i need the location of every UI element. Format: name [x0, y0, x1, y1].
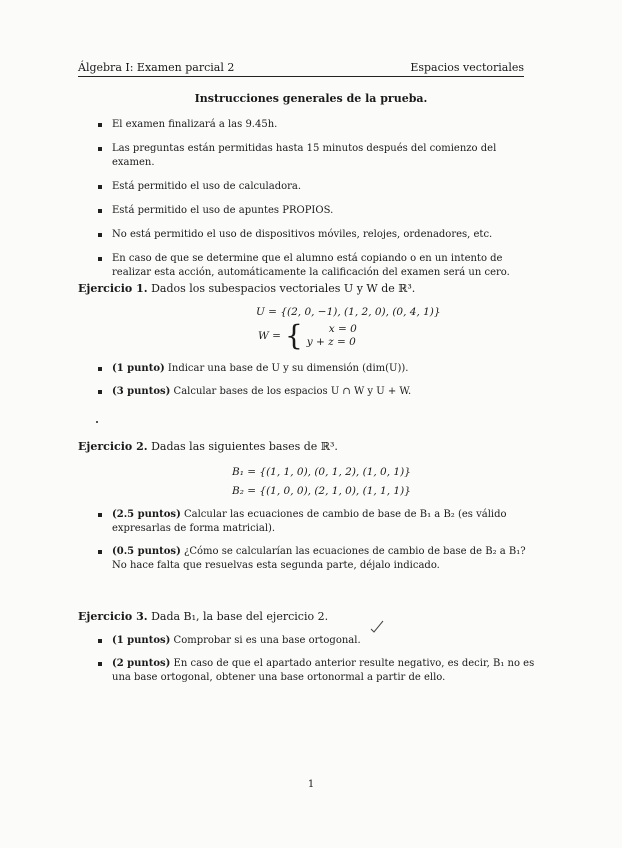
instruction-item: Está permitido el uso de apuntes PROPIOS.	[96, 204, 536, 218]
bullet-icon	[98, 257, 102, 261]
instruction-item: En caso de que se determine que el alumno está copiando o en un intento de realizar esta acción, automáticamente la calificación del examen será un cero.	[96, 252, 536, 280]
w-equation-1: x = 0	[328, 323, 357, 335]
exercise-2-b1-basis: B₁ = {(1, 1, 0), (0, 1, 2), (1, 0, 1)}	[232, 466, 411, 478]
stray-mark	[96, 421, 98, 423]
bullet-icon	[98, 662, 102, 666]
instruction-item: El examen finalizará a las 9.45h.	[96, 118, 536, 132]
exercise-1-w-system: W = { x = 0 y + z = 0	[258, 319, 357, 352]
exercise-3-items	[96, 634, 536, 694]
exercise-2-items	[96, 508, 536, 582]
handwritten-check-icon	[370, 620, 384, 634]
bullet-icon	[98, 550, 102, 554]
exercise-3-heading: Ejercicio 3. Dada B₁, la base del ejercicio 2.	[78, 610, 329, 623]
exercise-2-b2-basis: B₂ = {(1, 0, 0), (2, 1, 0), (1, 1, 1)}	[232, 485, 411, 497]
page-header	[78, 58, 524, 77]
exercise-1-u-definition: U = {(2, 0, −1), (1, 2, 0), (0, 4, 1)}	[256, 306, 441, 318]
exercise-item: (1 puntos) Comprobar si es una base ortogonal.	[96, 634, 536, 648]
header-course: Álgebra I: Examen parcial 2	[78, 61, 235, 74]
instructions-title: Instrucciones generales de la prueba.	[194, 92, 428, 105]
instruction-item: No está permitido el uso de dispositivos móviles, relojes, ordenadores, etc.	[96, 228, 536, 242]
exercise-item: (0.5 puntos) ¿Cómo se calcularían las ecuaciones de cambio de base de B₂ a B₁? No hace falta que resuelvas esta segunda parte, déjalo indicado.	[96, 545, 536, 573]
left-brace-icon: {	[284, 319, 303, 352]
bullet-icon	[98, 209, 102, 213]
instructions-list	[96, 118, 536, 290]
bullet-icon	[98, 233, 102, 237]
exercise-item: (2 puntos) En caso de que el apartado anterior resulte negativo, es decir, B₁ no es una base ortogonal, obtener una base ortonormal a partir de ello.	[96, 657, 536, 685]
exercise-item: (3 puntos) Calcular bases de los espacios U ∩ W y U + W.	[96, 385, 536, 399]
instruction-item: Está permitido el uso de calculadora.	[96, 180, 536, 194]
exercise-2-heading: Ejercicio 2. Dadas las siguientes bases de ℝ³.	[78, 440, 338, 453]
exercise-item: (1 punto) Indicar una base de U y su dimensión (dim(U)).	[96, 362, 536, 376]
bullet-icon	[98, 390, 102, 394]
page-number: 1	[307, 779, 315, 790]
bullet-icon	[98, 639, 102, 643]
exercise-item: (2.5 puntos) Calcular las ecuaciones de cambio de base de B₁ a B₂ (es válido expresarlas de forma matricial).	[96, 508, 536, 536]
w-equation-2: y + z = 0	[306, 336, 356, 348]
bullet-icon	[98, 185, 102, 189]
exercise-1-heading: Ejercicio 1. Dados los subespacios vectoriales U y W de ℝ³.	[78, 282, 416, 295]
instruction-item: Las preguntas están permitidas hasta 15 minutos después del comienzo del examen.	[96, 142, 536, 170]
exercise-1-items	[96, 362, 536, 408]
header-topic: Espacios vectoriales	[410, 61, 524, 74]
bullet-icon	[98, 367, 102, 371]
bullet-icon	[98, 147, 102, 151]
bullet-icon	[98, 513, 102, 517]
bullet-icon	[98, 123, 102, 127]
